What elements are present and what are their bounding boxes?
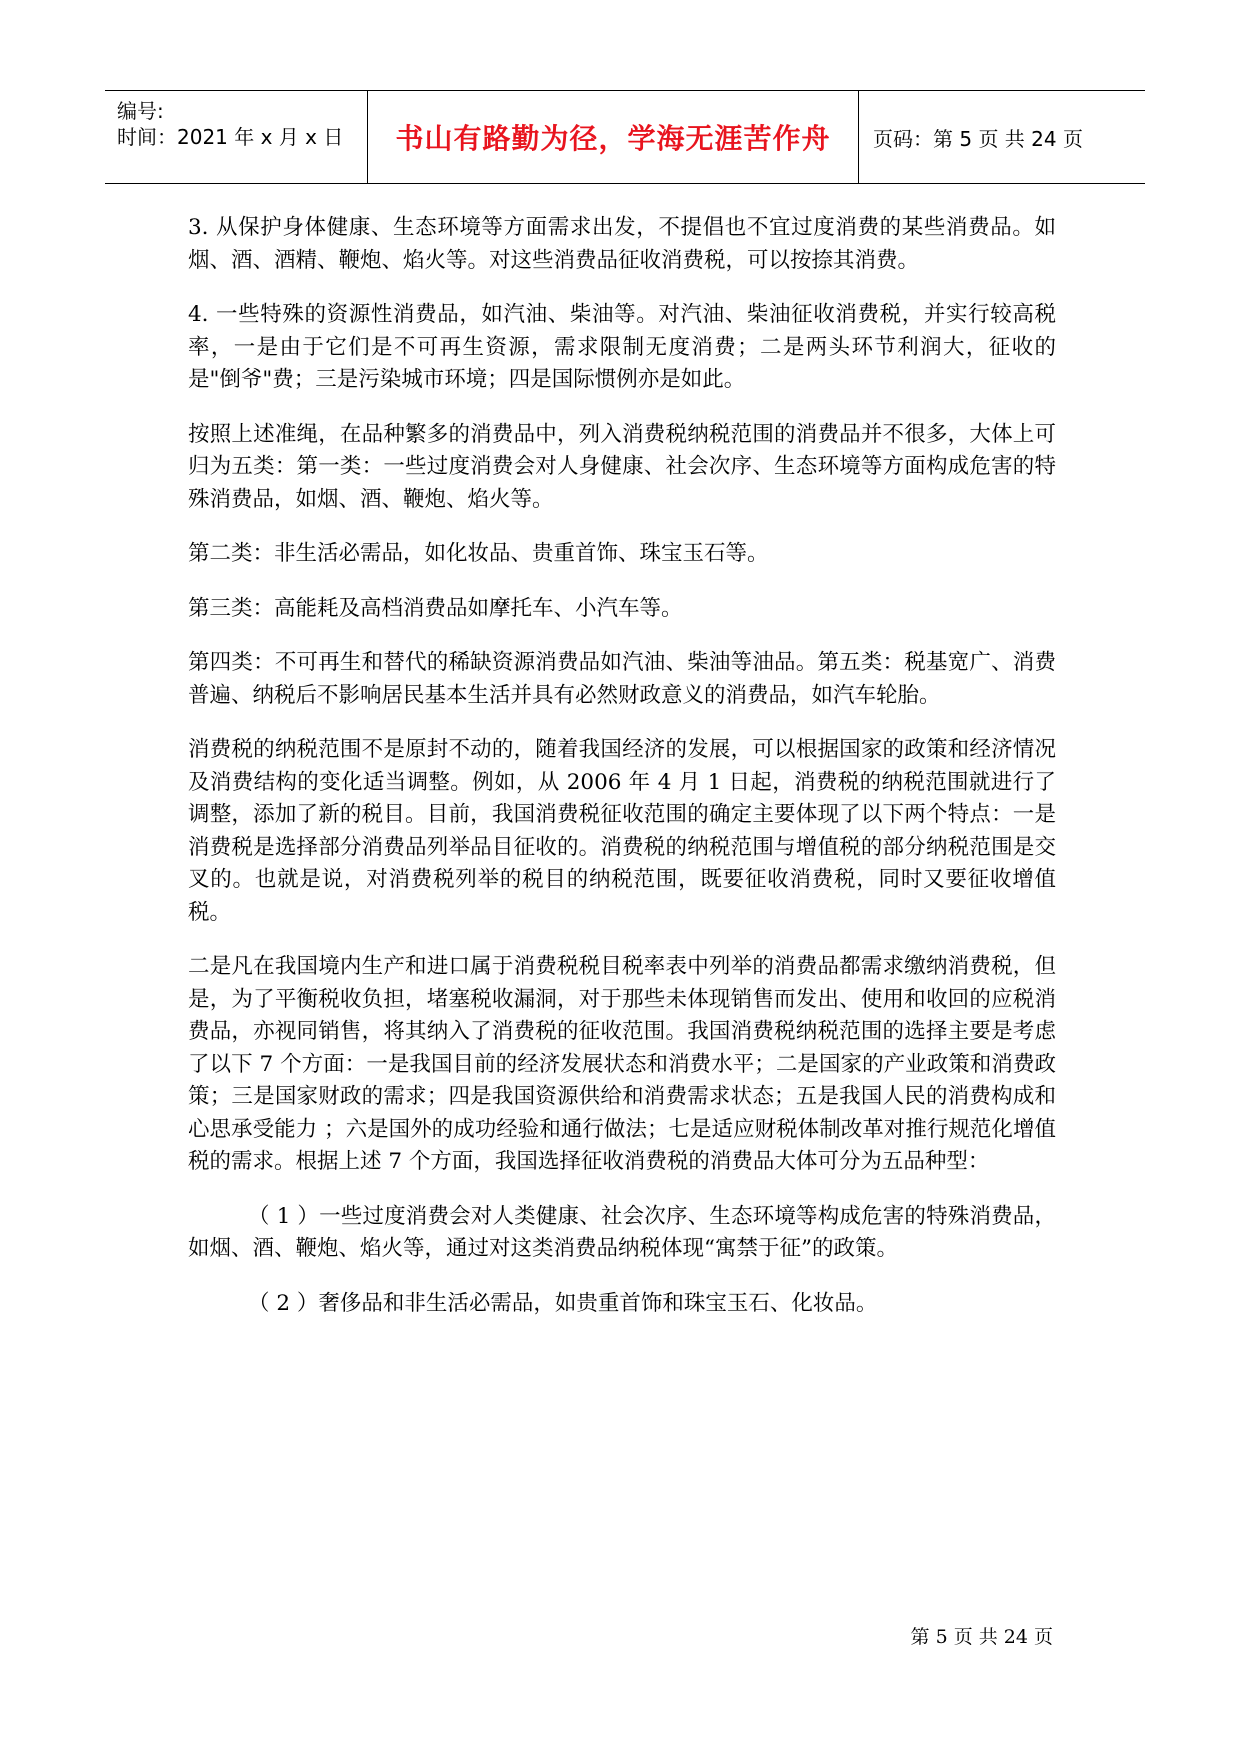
paragraph-3: 3. 从保护身体健康、生态环境等方面需求出发，不提倡也不宜过度消费的某些消费品。如烟、酒、酒精、鞭炮、焰火等。对这些消费品征收消费税，可以按捺其消费。	[188, 215, 1056, 273]
header-page-number: 页码：第 5 页 共 24 页	[873, 126, 1083, 151]
document-number-label: 编号:	[117, 99, 164, 123]
document-body	[188, 212, 1056, 1342]
paragraph-scope-selection: 二是凡在我国境内生产和进口属于消费税税目税率表中列举的消费品都需求缴纳消费税，但是，为了平衡税收负担，堵塞税收漏洞，对于那些未体现销售而发出、使用和收回的应税消费品，亦视同销售，将其纳入了消费税的征收范围。我国消费税纳税范围的选择主要是考虑了以下 7 个方面：一是我国目前的经济发展状态和消费水平；二是国家的产业政策和消费政策；三是国家财政的需求；四是我国资源供给和消费需求状态；五是我国人民的消费构成和心思承受能力 ；六是国外的成功经验和通行做法；七是适应财税体制改革对推行规范化增值税的需求。根据上述 7 个方面，我国选择征收消费税的消费品大体可分为五品种型：	[188, 954, 1056, 1174]
paragraph-five-categories: 按照上述准绳，在品种繁多的消费品中，列入消费税纳税范围的消费品并不很多，大体上可归为五类：第一类：一些过度消费会对人身健康、社会次序、生态环境等方面构成危害的特殊消费品，如烟、酒、鞭炮、焰火等。	[188, 421, 1056, 512]
header-meta-cell	[105, 91, 368, 183]
page-header	[105, 90, 1145, 184]
paragraph-4: 4. 一些特殊的资源性消费品，如汽油、柴油等。对汽油、柴油征收消费税，并实行较高税率，一是由于它们是不可再生资源，需求限制无度消费；二是两头环节利润大，征收的是"倒爷"费；三是污染城市环境；四是国际惯例亦是如此。	[188, 302, 1056, 392]
paragraph-category-3: 第三类：高能耗及高档消费品如摩托车、小汽车等。	[188, 595, 683, 621]
paragraph-category-4-5: 第四类：不可再生和替代的稀缺资源消费品如汽油、柴油等油品。第五类：税基宽广、消费普遍、纳税后不影响居民基本生活并具有必然财政意义的消费品，如汽车轮胎。	[188, 650, 1056, 708]
page-footer: 第 5 页 共 24 页	[910, 1626, 1053, 1648]
list-item-1: （ 1 ）一些过度消费会对人类健康、社会次序、生态环境等构成危害的特殊消费品，如烟、酒、鞭炮、焰火等，通过对这类消费品纳税体现“寓禁于征”的政策。	[188, 1203, 1056, 1261]
paragraph-category-2: 第二类：非生活必需品，如化妆品、贵重首饰、珠宝玉石等。	[188, 541, 769, 566]
header-motto: 书山有路勤为径，学海无涯苦作舟	[368, 91, 859, 183]
document-time-label: 时间：2021 年 x 月 x 日	[117, 125, 344, 149]
list-item-2: （ 2 ）奢侈品和非生活必需品，如贵重首饰和珠宝玉石、化妆品。	[248, 1290, 878, 1316]
paragraph-scope-adjustment: 消费税的纳税范围不是原封不动的，随着我国经济的发展，可以根据国家的政策和经济情况及消费结构的变化适当调整。例如，从 2006 年 4 月 1 日起，消费税的纳税范围就进行了调整，添加了新的税目。目前，我国消费税征收范围的确定主要体现了以下两个特点：一是消费税是选择部分消费品列举品目征收的。消费税的纳税范围与增值税的部分纳税范围是交叉的。也就是说，对消费税列举的税目的纳税范围，既要征收消费税，同时又要征收增值税。	[188, 737, 1056, 925]
